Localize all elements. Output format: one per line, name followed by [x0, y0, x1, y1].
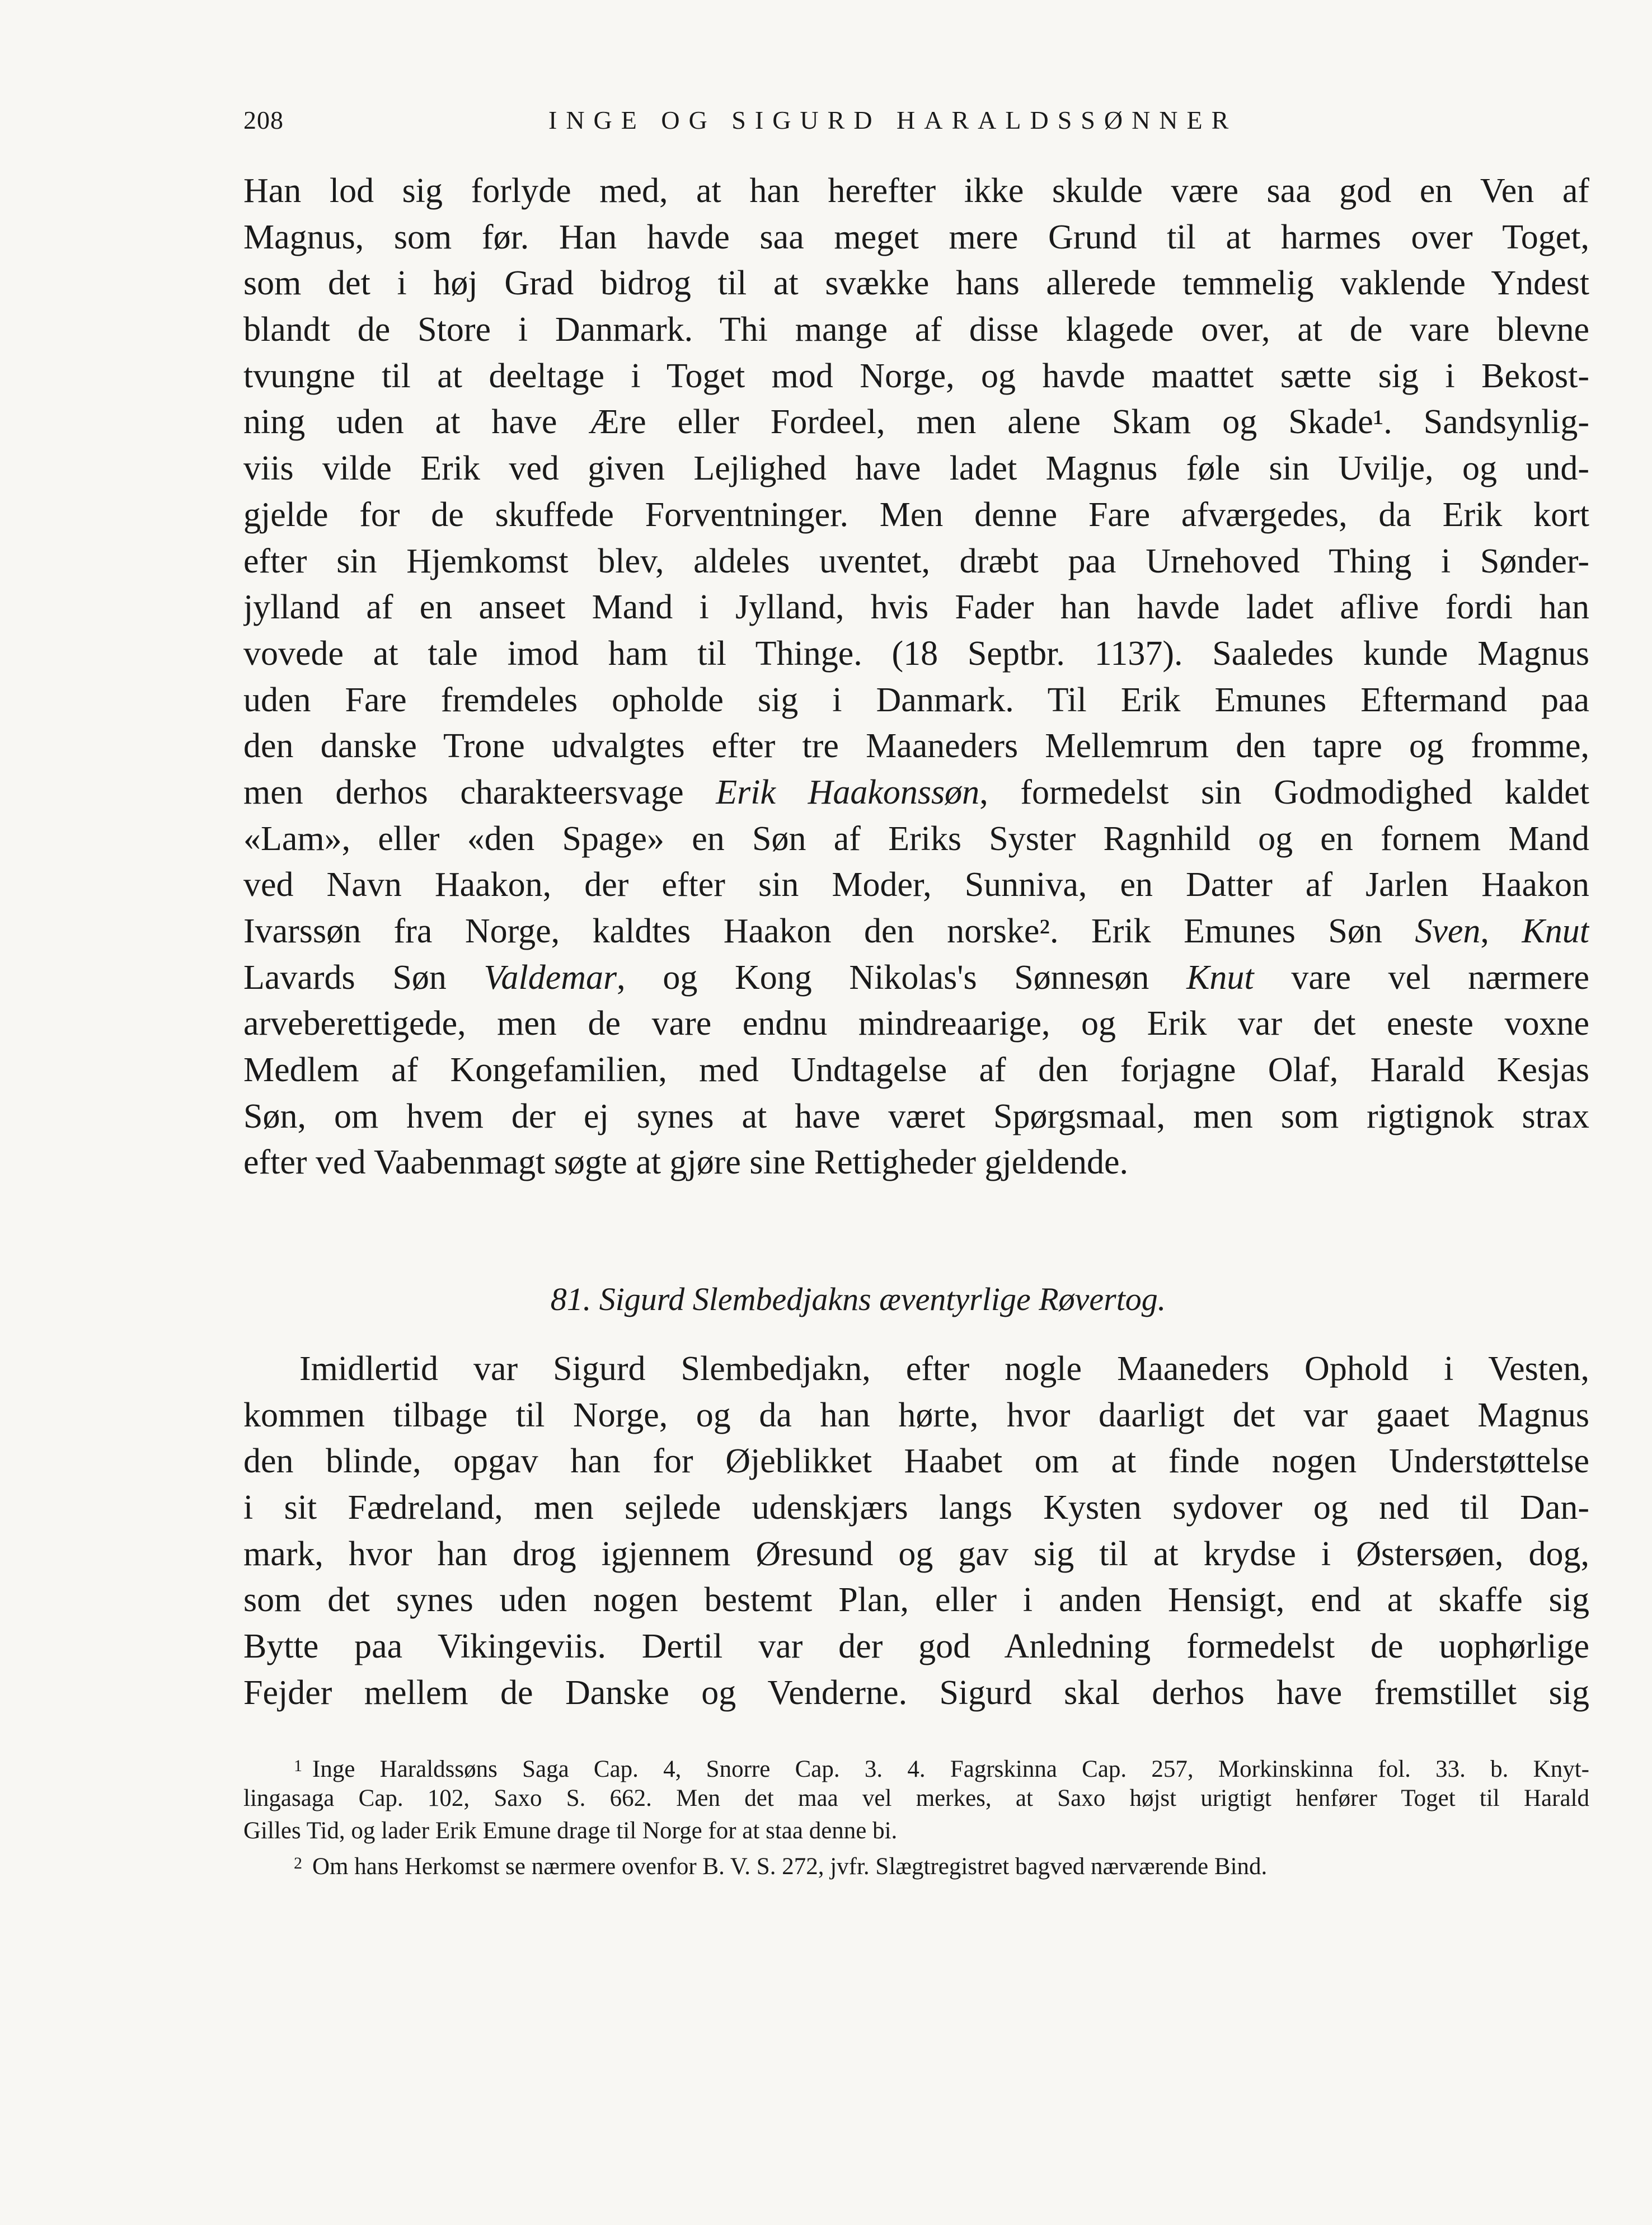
text-line: som det i høj Grad bidrog til at svække hans allerede temmelig vaklende Yndest [243, 264, 1589, 303]
text-line: ved Navn Haakon, der efter sin Moder, Sunniva, en Datter af Jarlen Haakon [243, 866, 1589, 904]
text-line: den danske Trone udvalgtes efter tre Maaneders Mellemrum den tapre og fromme, [243, 727, 1589, 766]
text-line: kommen tilbage til Norge, og da han hørte, hvor daarligt det var gaaet Magnus [243, 1396, 1589, 1434]
text-line: Bytte paa Vikingeviis. Dertil var der god Anledning formedelst de uophørlige [243, 1627, 1589, 1666]
text-line: Han lod sig forlyde med, at han herefter ikke skulde være saa god en Ven af [243, 172, 1589, 210]
text-line: Medlem af Kongefamilien, med Undtagelse af den forjagne Olaf, Harald Kesjas [243, 1051, 1589, 1090]
page-number: 208 [243, 106, 284, 134]
section-heading: 81. Sigurd Slembedjakns æventyrlige Røvertog. [550, 1281, 1166, 1317]
paragraph-2 [243, 1346, 1589, 1716]
text-line: Ivarssøn fra Norge, kaldtes Haakon den norske². Erik Emunes Søn Sven, Knut [243, 912, 1589, 950]
page-header [243, 104, 1587, 137]
footnote-1-line [243, 1750, 1589, 1782]
text-line: uden Fare fremdeles opholde sig i Danmark. Til Erik Emunes Eftermand paa [243, 680, 1589, 719]
italic-name: Sven [1415, 912, 1481, 950]
paragraph-1 [243, 168, 1589, 1186]
footnote-1-marker: 1 [294, 1757, 302, 1775]
text-line: arveberettigede, men de vare endnu mindreaarige, og Erik var det eneste voxne [243, 1004, 1589, 1043]
text-line: i sit Fædreland, men sejlede udenskjærs langs Kysten sydover og ned til Dan- [243, 1489, 1589, 1527]
text-line: men derhos charakteersvage Erik Haakonssøn, formedelst sin Godmodighed kaldet [243, 773, 1589, 811]
text-line: blandt de Store i Danmark. Thi mange af disse klagede over, at de vare blevne [243, 311, 1589, 349]
text-line: gjelde for de skuffede Forventninger. Men denne Fare afværgedes, da Erik kort [243, 495, 1589, 534]
text-line: Søn, om hvem der ej synes at have været Spørgsmaal, men som rigtignok strax [243, 1097, 1589, 1135]
text-line: mark, hvor han drog igjennem Øresund og gav sig til at krydse i Østersøen, dog, [243, 1534, 1589, 1573]
footnote-1-line: lingasaga Cap. 102, Saxo S. 662. Men det maa vel merkes, at Saxo højst urigtigt henfører Toget til Harald [243, 1785, 1589, 1811]
text-line: Lavards Søn Valdemar, og Kong Nikolas's Sønnesøn Knut vare vel nærmere [243, 958, 1589, 997]
text-line: den blinde, opgav han for Øjeblikket Haabet om at finde nogen Understøttelse [243, 1442, 1589, 1481]
footnote-1-line: Gilles Tid, og lader Erik Emune drage til Norge for at staa denne bi. [243, 1818, 898, 1844]
footnote-1-text: Inge Haraldssøns Saga Cap. 4, Snorre Cap. 3. 4. Fagrskinna Cap. 257, Morkinskinna fol. 33. b. Knyt- [312, 1756, 1589, 1782]
text-line: ning uden at have Ære eller Fordeel, men alene Skam og Skade¹. Sandsynlig- [243, 403, 1589, 442]
text-line: vovede at tale imod ham til Thinge. (18 Septbr. 1137). Saaledes kunde Magnus [243, 634, 1589, 673]
text-line: Fejder mellem de Danske og Venderne. Sigurd skal derhos have fremstillet sig [243, 1673, 1589, 1712]
italic-name: Knut [1522, 912, 1589, 950]
text-line: Magnus, som før. Han havde saa meget mere Grund til at harmes over Toget, [243, 218, 1589, 256]
text-line: «Lam», eller «den Spage» en Søn af Eriks Syster Ragnhild og en fornem Mand [243, 819, 1589, 858]
text-line: som det synes uden nogen bestemt Plan, eller i anden Hensigt, end at skaffe sig [243, 1581, 1589, 1620]
text-line: Imidlertid var Sigurd Slembedjakn, efter nogle Maaneders Ophold i Vesten, [299, 1350, 1589, 1388]
text-line: jylland af en anseet Mand i Jylland, hvis Fader han havde ladet aflive fordi han [243, 588, 1589, 627]
footnote-2-text: Om hans Herkomst se nærmere ovenfor B. V. S. 272, jvfr. Slægtregistret bagved nærværende Bind. [312, 1853, 1268, 1880]
italic-name: Erik Haakonssøn [716, 773, 980, 811]
italic-name: Knut [1186, 958, 1254, 997]
text-line: efter ved Vaabenmagt søgte at gjøre sine Rettigheder gjeldende. [243, 1143, 1128, 1182]
italic-name: Valdemar [484, 958, 617, 997]
text-line: tvungne til at deeltage i Toget mod Norge, og havde maattet sætte sig i Bekost- [243, 356, 1589, 395]
text-line: efter sin Hjemkomst blev, aldeles uventet, dræbt paa Urnehoved Thing i Sønder- [243, 542, 1589, 580]
footnotes [243, 1750, 1589, 1880]
running-title: INGE OG SIGURD HARALDSSØNNER [548, 106, 1238, 134]
footnote-2-line [243, 1847, 1589, 1880]
text-line: viis vilde Erik ved given Lejlighed have ladet Magnus føle sin Uvilje, og und- [243, 449, 1589, 488]
footnote-2-marker: 2 [294, 1854, 302, 1872]
